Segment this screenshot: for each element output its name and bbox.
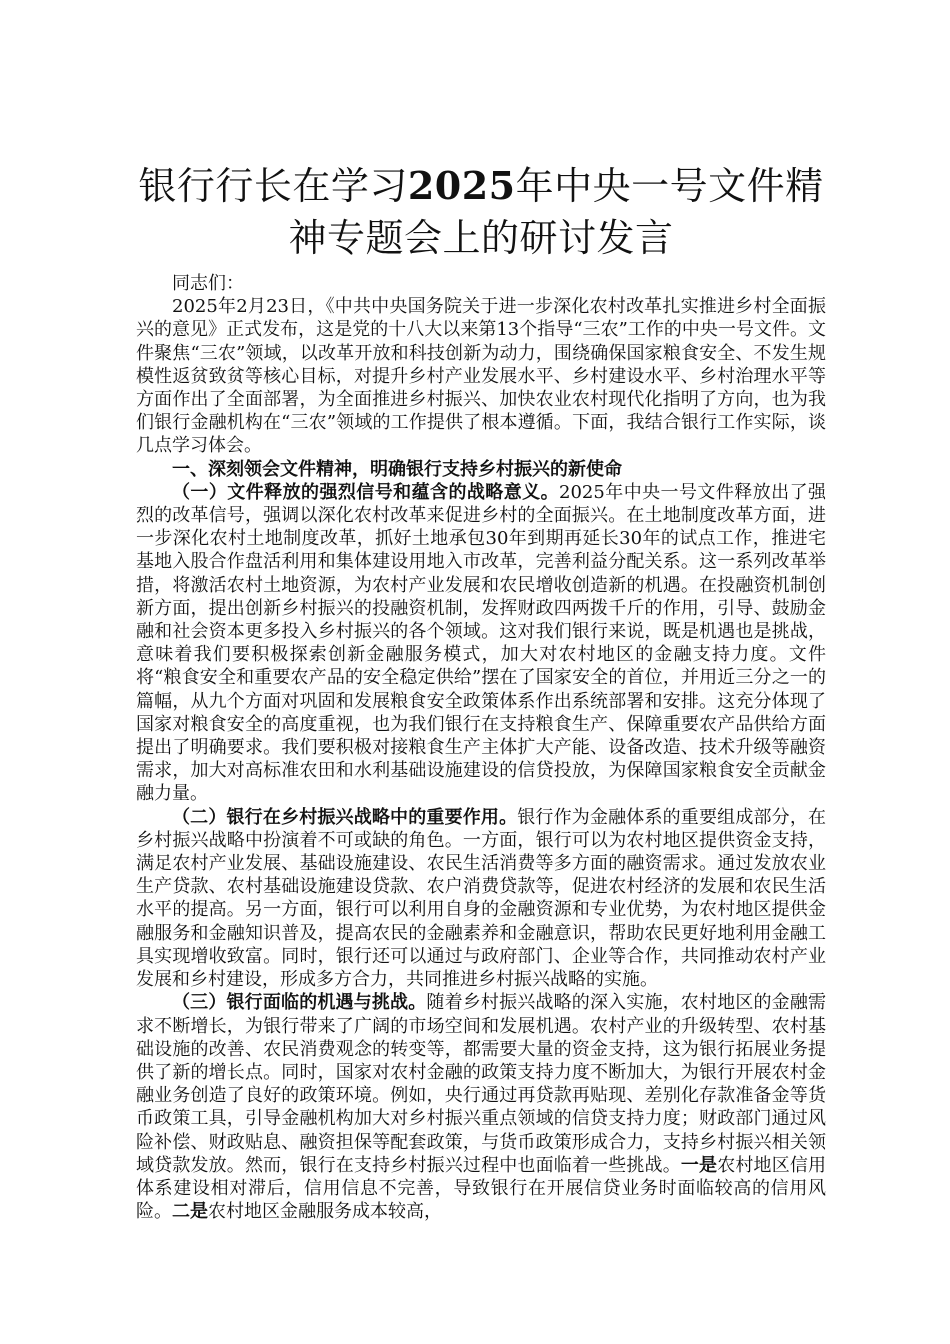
title-part2: 年中央一号文件精神专题会上的研讨发言 — [288, 164, 824, 260]
subsection2-text: 银行作为金融体系的重要组成部分，在乡村振兴战略中扮演着不可或缺的角色。一方面，银行可以为农村地区提供资金支持，满足农村产业发展、基础设施建设、农民生活消费等多方面的融资需求。通过发放农业生产贷款、农村基础设施建设贷款、农户消费贷款等，促进农村经济的发展和农民生活水平的提高。另一方面，银行可以利用自身的金融资源和专业优势，为农村地区提供金融服务和金融知识普及，提高农民的金融素养和金融意识，帮助农民更好地利用金融工具实现增收致富。同时，银行还可以通过与政府部门、企业等合作，共同推动农村产业发展和乡村建设，形成多方合力，共同推进乡村振兴战略的实施。 — [136, 806, 827, 991]
subsection1-lead: （一）文件释放的强烈信号和蕴含的战略意义。 — [172, 481, 560, 503]
section1-heading: 一、深刻领会文件精神，明确银行支持乡村振兴的新使命 — [172, 458, 622, 480]
subsection3-text: 随着乡村振兴战略的深入实施，农村地区的金融需求不断增长，为银行带来了广阔的市场空间和发展机遇。农村产业的升级转型、农村基础设施的改善、农民消费观念的转变等，都需要大量的资金支持，这为银行拓展业务提供了新的增长点。同时，国家对农村金融的政策支持力度不断加大，为银行开展农村金融业务创造了良好的政策环境。例如，央行通过再贷款再贴现、差别化存款准备金等货币政策工具，引导金融机构加大对乡村振兴重点领域的信贷支持力度；财政部门通过风险补偿、财政贴息、融资担保等配套政策，与货币政策形成合力，支持乡村振兴相关领域贷款发放。然而，银行在支持乡村振兴过程中也面临着一些挑战。 — [136, 992, 827, 1176]
subsection1-text: 2025年中央一号文件释放出了强烈的改革信号，强调以深化农村改革来促进乡村的全面振兴。在土地制度改革方面，进一步深化农村土地制度改革，抓好土地承包30年到期再延长30年的试点工作，推进宅基地入股合作盘活利用和集体建设用地入市改革，完善利益分配关系。这一系列改革举措，将激活农村土地资源，为农村产业发展和农民增收创造新的机遇。在投融资机制创新方面，提出创新乡村振兴的投融资机制，发挥财政四两拨千斤的作用，引导、鼓励金融和社会资本更多投入乡村振兴的各个领域。这对我们银行来说，既是机遇也是挑战，意味着我们要积极探索创新金融服务模式，加大对农村地区的金融支持力度。文件将“粮食安全和重要农产品的安全稳定供给”摆在了国家安全的首位，并用近三分之一的篇幅，从九个方面对巩固和发展粮食安全政策体系作出系统部署和安排。这充分体现了国家对粮食安全的高度重视，也为我们银行在支持粮食生产、保障重要农产品供给方面提出了明确要求。我们要积极对接粮食生产主体扩大产能、设备改造、技术升级等融资需求，加大对高标准农田和水利基础设施建设的信贷投放，为保障国家粮食安全贡献金融力量。 — [136, 481, 826, 805]
document-page — [136, 160, 826, 1223]
salutation: 同志们： — [172, 273, 244, 294]
intro-paragraph: 2025年2月23日，《中共中央国务院关于进一步深化农村改革扎实推进乡村全面振兴的意见》正式发布，这是党的十八大以来第13个指导“三农”工作的中央一号文件。文件聚焦“三农”领域，以改革开放和科技创新为动力，围绕确保国家粮食安全、不发生规模性返贫致贫等核心目标，对提升乡村产业发展水平、乡村建设水平、乡村治理水平等方面作出了全面部署，为全面推进乡村振兴、加快农业农村现代化指明了方向，也为我们银行金融机构在“三农”领域的工作提供了根本遵循。下面，我结合银行工作实际，谈几点学习体会。 — [136, 296, 826, 457]
title-part1: 银行行长在学习 — [138, 164, 408, 208]
subsection2-paragraph — [136, 806, 826, 992]
subsection3-point1-text: 农村地区信用体系建设相对滞后，信用信息不完善，导致银行在开展信贷业务时面临较高的信用风险。 — [136, 1154, 827, 1223]
document-title — [136, 160, 826, 264]
subsection1-paragraph — [136, 481, 826, 806]
subsection3-point2-marker: 二是 — [172, 1201, 208, 1223]
subsection3-point2-text: 农村地区金融服务成本较高， — [208, 1201, 442, 1223]
title-year: 2025 — [407, 163, 516, 208]
subsection3-point1-marker: 一是 — [680, 1154, 718, 1176]
subsection3-paragraph — [136, 991, 826, 1223]
subsection2-lead: （二）银行在乡村振兴战略中的重要作用。 — [172, 806, 518, 828]
subsection3-lead: （三）银行面临的机遇与挑战。 — [172, 992, 427, 1014]
